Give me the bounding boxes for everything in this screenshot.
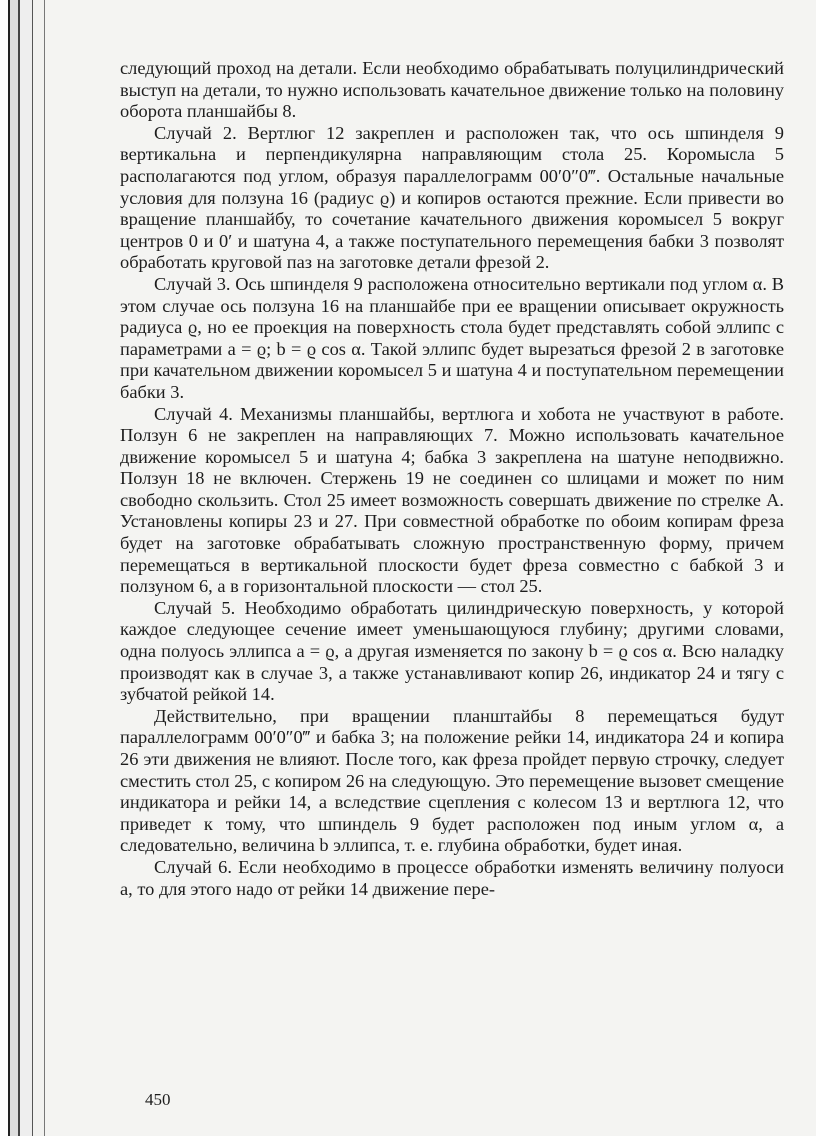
paragraph-continuation: следующий проход на детали. Если необходимо обрабатывать полуцилиндрический выступ на детали, то нужно использовать качательное движение только на половину оборота планшайбы 8. xyxy=(120,58,784,122)
paragraph-explanation: Действительно, при вращении планштайбы 8 перемещаться будут параллелограмм 00′0″0‴ и бабка 3; на положение рейки 14, индикатора 24 и копира 26 эти движения не влияют. После того, как фреза пройдет первую строчку, следует сместить стол 25, с копиром 26 на следующую. Это перемещение вызовет смещение индикатора и рейки 14, а вследствие сцепления с колесом 13 и вертлюга 12, что приведет к тому, что шпиндель 9 будет расположен под иным углом α, а следовательно, величина b эллипса, т. е. глубина обработки, будет иная. xyxy=(120,705,784,856)
paragraph-case-5: Случай 5. Необходимо обработать цилиндрическую поверхность, у которой каждое следующее сечение имеет уменьшающуюся глубину; другими словами, одна полуось эллипса a = ϱ, а другая изменяется по закону b = ϱ cos α. Всю наладку производят как в случае 3, а также устанавливают копир 26, индикатор 24 и тягу с зубчатой рейкой 14. xyxy=(120,597,784,705)
book-binding-edge xyxy=(0,0,58,1136)
paragraph-case-6: Случай 6. Если необходимо в процессе обработки изменять величину полуоси a, то для этого надо от рейки 14 движение пере- xyxy=(120,856,784,899)
paragraph-case-3: Случай 3. Ось шпинделя 9 расположена относительно вертикали под углом α. В этом случае ось ползуна 16 на планшайбе при ее вращении описывает окружность радиуса ϱ, но ее проекция на поверхность стола будет представлять собой эллипс с параметрами a = ϱ; b = ϱ cos α. Такой эллипс будет вырезаться фрезой 2 в заготовке при качательном движении коромысел 5 и шатуна 4 и поступательном перемещении бабки 3. xyxy=(120,273,784,402)
paragraph-case-4: Случай 4. Механизмы планшайбы, вертлюга и хобота не участвуют в работе. Ползун 6 не закреплен на направляющих 7. Можно использовать качательное движение коромысел 5 и шатуна 4; бабка 3 закреплена на шатуне неподвижно. Ползун 18 не включен. Стержень 19 не соединен со шлицами и может по ним свободно скользить. Стол 25 имеет возможность совершать движение по стрелке A. Установлены копиры 23 и 27. При совместной обработке по обоим копирам фреза будет на заготовке обрабатывать сложную пространственную форму, причем перемещаться в вертикальной плоскости будет фреза совместно с бабкой 3 и ползуном 6, а в горизонтальной плоскости — стол 25. xyxy=(120,403,784,597)
page-text xyxy=(120,58,784,900)
page-number: 450 xyxy=(145,1090,171,1109)
paragraph-case-2: Случай 2. Вертлюг 12 закреплен и расположен так, что ось шпинделя 9 вертикальна и перпендикулярна направляющим стола 25. Коромысла 5 располагаются под углом, образуя параллелограмм 00′0″0‴. Остальные начальные условия для ползуна 16 (радиус ϱ) и копиров остаются прежние. Если привести во вращение планшайбу, то сочетание качательного движения коромысел 5 вокруг центров 0 и 0′ и шатуна 4, а также поступательного перемещения бабки 3 позволят обработать круговой паз на заготовке детали фрезой 2. xyxy=(120,122,784,273)
